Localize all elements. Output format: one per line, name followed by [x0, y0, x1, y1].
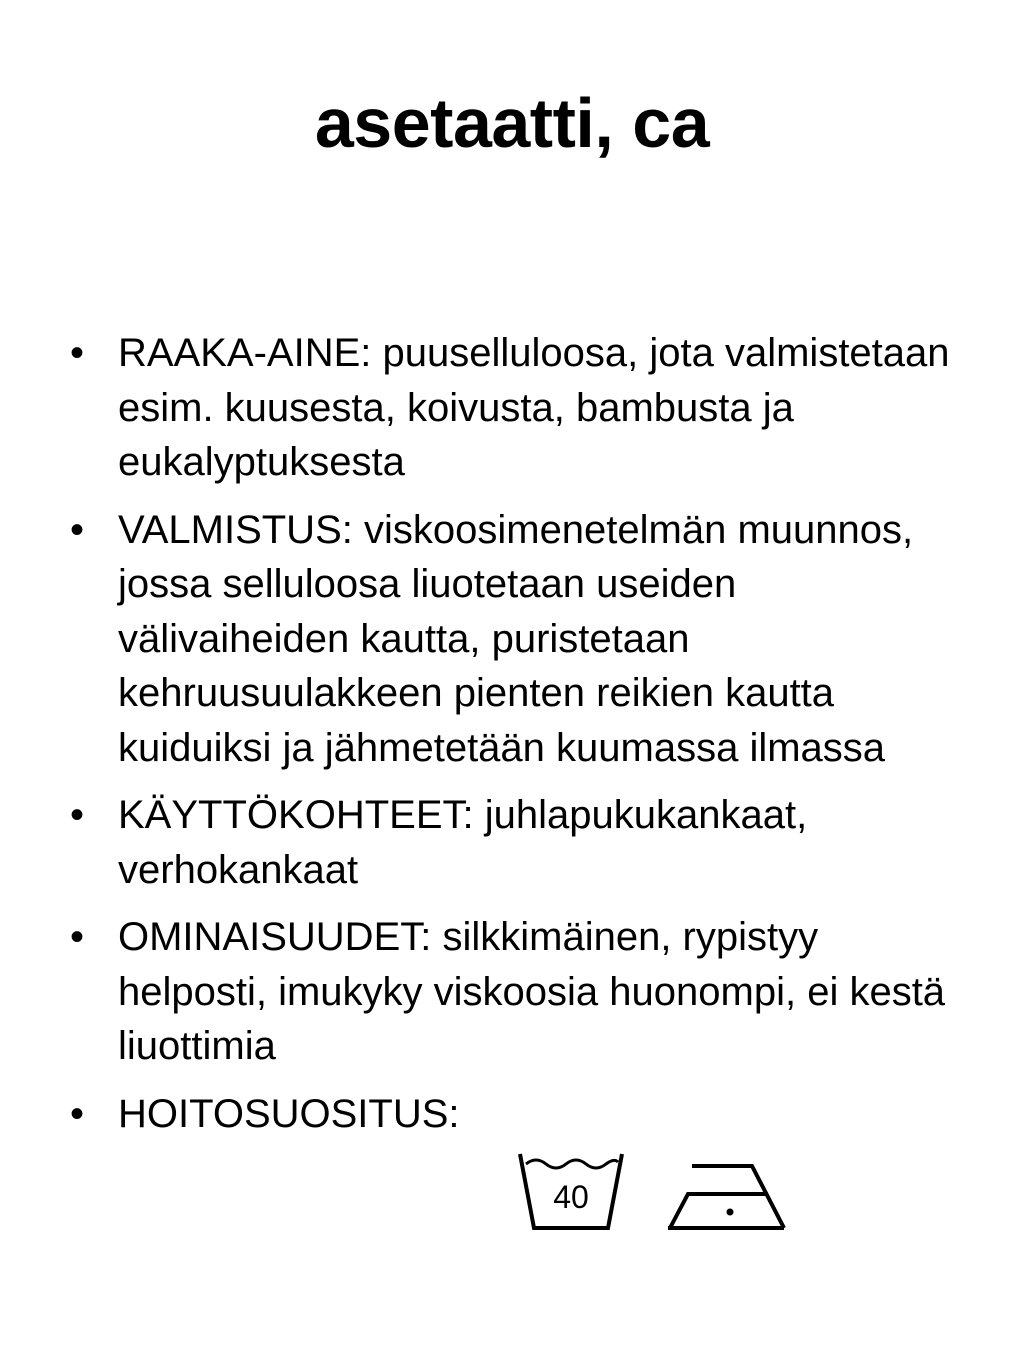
bullet-icon: •	[70, 331, 85, 375]
wash-temperature: 40	[553, 1179, 589, 1215]
bullet-icon: •	[70, 507, 85, 552]
bullet-item-care	[66, 1087, 966, 1142]
bullet-icon: •	[70, 915, 85, 959]
bullet-text: KÄYTTÖKOHTEET: juhlapukukankaat, verhokankaat	[118, 793, 808, 892]
bullet-text: OMINAISUUDET: silkkimäinen, rypistyy helposti, imukyky viskoosia huonompi, ei kestä liuottimia	[118, 915, 946, 1068]
bullet-text: VALMISTUS: viskoosimenetelmän muunnos, jossa selluloosa liuotetaan useiden välivaiheiden kautta, puristetaan kehruusuulakkeen pienten reikien kautta kuiduiksi ja jähmetetään kuumassa ilmassa	[118, 507, 914, 770]
bullet-item-raw-material	[66, 326, 966, 490]
bullet-icon: •	[70, 793, 85, 837]
bullet-item-manufacturing	[66, 503, 966, 776]
slide-title: asetaatti, ca	[314, 84, 710, 162]
wash-tub-icon	[518, 1152, 624, 1232]
bullet-text: HOITOSUOSITUS:	[118, 1091, 460, 1136]
bullet-icon: •	[70, 1091, 85, 1136]
iron-one-dot-icon	[666, 1156, 786, 1232]
bullet-list	[66, 326, 966, 1154]
bullet-item-uses	[66, 788, 966, 897]
care-symbols	[518, 1152, 798, 1232]
bullet-text: RAAKA-AINE: puuselluloosa, jota valmistetaan esim. kuusesta, koivusta, bambusta ja eukalyptuksesta	[118, 331, 950, 484]
bullet-item-properties	[66, 910, 966, 1074]
iron-dot	[727, 1209, 734, 1216]
